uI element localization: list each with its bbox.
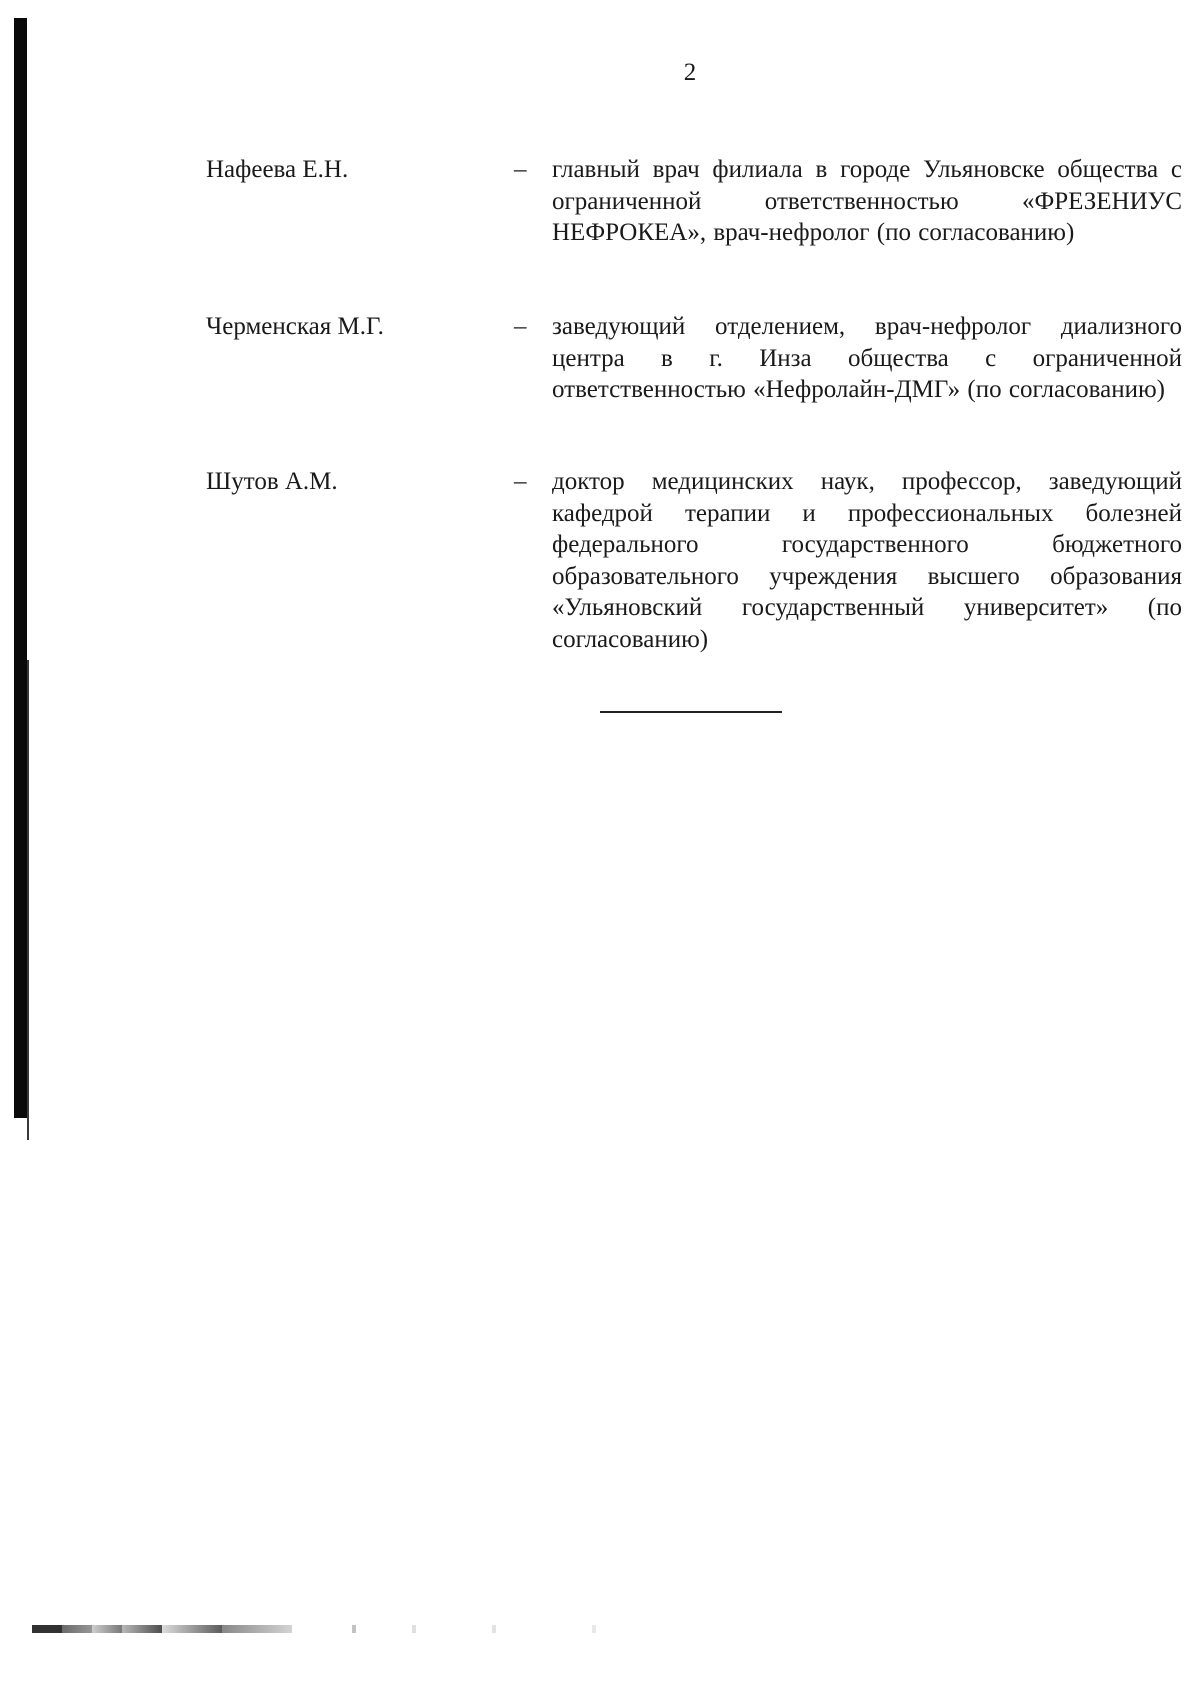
member-description: заведующий отделением, врач-нефролог диализного центра в г. Инза общества с ограниченной ответственностью «Нефролайн-ДМГ» (по согласованию) — [552, 313, 1182, 403]
member-name: Шутов А.М. — [206, 468, 338, 495]
scan-noise-strip — [32, 1625, 672, 1633]
scan-edge-line — [27, 660, 29, 1140]
member-description: главный врач филиала в городе Ульяновске общества с ограниченной ответственностью «ФРЕЗЕНИУС НЕФРОКЕА», врач-нефролог (по согласованию) — [552, 156, 1182, 246]
scan-edge-shadow — [14, 18, 27, 1118]
page-number: 2 — [683, 59, 697, 86]
member-name: Черменская М.Г. — [206, 313, 384, 340]
member-description: доктор медицинских наук, профессор, заведующий кафедрой терапии и профессиональных болезней федерального государственного бюджетного образовательного учреждения высшего образования «Ульяновский государственный университет» (по согласованию) — [552, 468, 1182, 653]
entry-dash: – — [514, 156, 527, 183]
entry-dash: – — [514, 468, 527, 495]
member-name: Нафеева Е.Н. — [206, 156, 349, 183]
entry-dash: – — [514, 313, 527, 340]
end-separator-line — [600, 711, 782, 713]
